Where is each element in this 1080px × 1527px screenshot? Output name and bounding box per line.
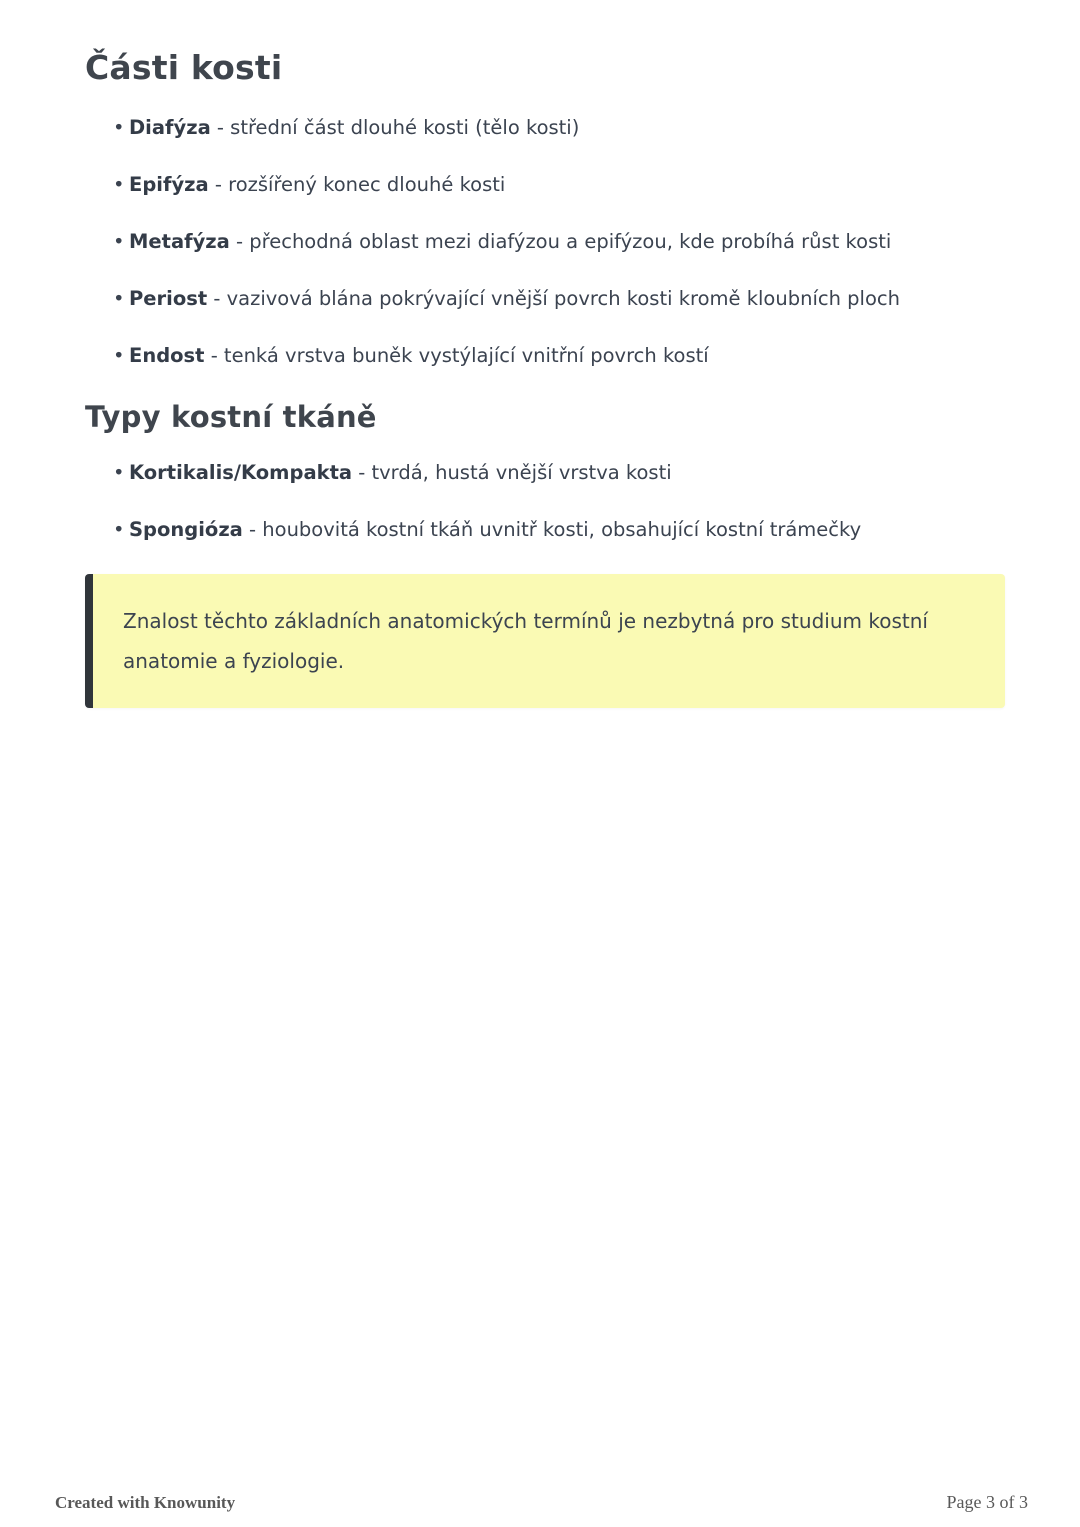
term-description: - rozšířený konec dlouhé kosti bbox=[208, 173, 506, 196]
section-heading-parts-of-bone: Části kosti bbox=[85, 48, 283, 87]
bullet-dot: • bbox=[113, 230, 125, 253]
term-list-bone-tissue-types bbox=[113, 460, 1005, 543]
bullet-dot: • bbox=[113, 287, 125, 310]
list-item bbox=[113, 115, 1005, 141]
section-heading-bone-tissue-types: Typy kostní tkáně bbox=[85, 400, 377, 434]
term-description: - tenká vrstva buněk vystýlající vnitřní povrch kostí bbox=[204, 344, 709, 367]
term-label: Diafýza bbox=[129, 116, 211, 139]
term-label: Metafýza bbox=[129, 230, 230, 253]
page-content bbox=[85, 48, 1005, 708]
page-footer bbox=[0, 1492, 1080, 1513]
list-item bbox=[113, 229, 1005, 255]
list-item bbox=[113, 517, 1005, 543]
term-label: Periost bbox=[129, 287, 208, 310]
term-label: Endost bbox=[129, 344, 205, 367]
term-description: - houbovitá kostní tkáň uvnitř kosti, obsahující kostní trámečky bbox=[242, 518, 862, 541]
bullet-dot: • bbox=[113, 461, 125, 484]
bullet-dot: • bbox=[113, 116, 125, 139]
bullet-dot: • bbox=[113, 518, 125, 541]
bullet-dot: • bbox=[113, 344, 125, 367]
list-item bbox=[113, 343, 1005, 369]
page-number: Page 3 of 3 bbox=[946, 1492, 1028, 1512]
term-label: Epifýza bbox=[129, 173, 209, 196]
note-callout bbox=[85, 574, 1005, 708]
footer-branding: Created with Knowunity bbox=[55, 1493, 236, 1512]
list-item bbox=[113, 286, 1005, 312]
term-list-parts-of-bone bbox=[113, 115, 1005, 369]
term-label: Spongióza bbox=[129, 518, 243, 541]
term-description: - střední část dlouhé kosti (tělo kosti) bbox=[210, 116, 580, 139]
list-item bbox=[113, 460, 1005, 486]
bullet-dot: • bbox=[113, 173, 125, 196]
list-item bbox=[113, 172, 1005, 198]
note-text: Znalost těchto základních anatomických termínů je nezbytná pro studium kostní anatomie a fyziologie. bbox=[123, 609, 928, 673]
term-description: - vazivová blána pokrývající vnější povrch kosti kromě kloubních ploch bbox=[207, 287, 900, 310]
term-label: Kortikalis/Kompakta bbox=[129, 461, 353, 484]
term-description: - tvrdá, hustá vnější vrstva kosti bbox=[352, 461, 672, 484]
term-description: - přechodná oblast mezi diafýzou a epifýzou, kde probíhá růst kosti bbox=[229, 230, 892, 253]
